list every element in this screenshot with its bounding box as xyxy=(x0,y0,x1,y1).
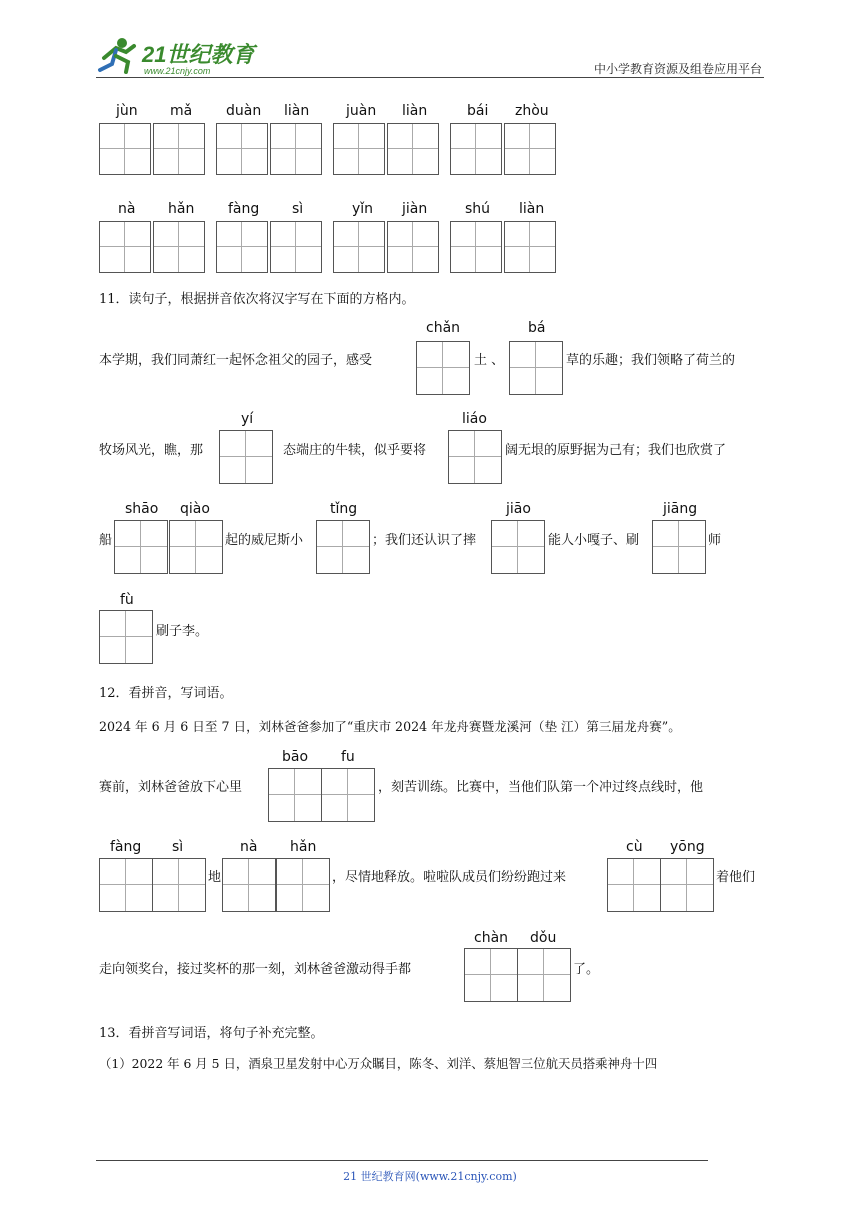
logo-title: 21世纪教育 xyxy=(142,42,255,67)
pinyin-label: nà xyxy=(118,201,136,217)
question-title: 13．看拼音写词语，将句子补充完整。 xyxy=(99,1026,324,1041)
writing-box[interactable] xyxy=(99,858,153,912)
sentence-text: ，尽情地释放。啦啦队成员们纷纷跑过来 xyxy=(332,870,567,885)
writing-box[interactable] xyxy=(268,768,322,822)
pinyin-label: fu xyxy=(341,749,355,765)
pinyin-label: yōng xyxy=(670,839,705,855)
writing-box[interactable] xyxy=(652,520,706,574)
pinyin-label: yí xyxy=(241,411,254,427)
runner-logo-icon xyxy=(94,36,264,76)
sentence-text: 走向领奖台，接过奖杯的那一刻，刘林爸爸激动得手都 xyxy=(99,962,412,977)
writing-box[interactable] xyxy=(219,430,273,484)
writing-box[interactable] xyxy=(464,948,518,1002)
writing-box[interactable] xyxy=(607,858,661,912)
pinyin-label: jùn xyxy=(116,103,138,119)
pinyin-label: duàn xyxy=(226,103,262,119)
writing-box[interactable] xyxy=(509,341,563,395)
sentence-text: 阔无垠的原野据为己有；我们也欣赏了 xyxy=(505,443,727,458)
pinyin-label: chǎn xyxy=(426,320,461,336)
pinyin-label: yǐn xyxy=(352,201,374,217)
sentence-text: 草的乐趣；我们领略了荷兰的 xyxy=(566,353,736,368)
question-title: 11．读句子，根据拼音依次将汉字写在下面的方格内。 xyxy=(99,292,415,307)
writing-box[interactable] xyxy=(448,430,502,484)
pinyin-label: fàng xyxy=(228,201,260,217)
sentence-text: 起的威尼斯小 xyxy=(225,533,304,548)
sentence-text: 刷子李。 xyxy=(156,624,209,639)
sentence-text: 了。 xyxy=(573,962,600,977)
sentence-text: 态端庄的牛犊，似乎要将 xyxy=(283,443,427,458)
pinyin-label: tǐng xyxy=(330,501,358,517)
sentence-text: 牧场风光，瞧，那 xyxy=(99,443,204,458)
writing-box[interactable] xyxy=(321,768,375,822)
pinyin-label: liàn xyxy=(402,103,428,119)
writing-box[interactable] xyxy=(169,520,223,574)
pinyin-label: shāo xyxy=(125,501,159,517)
writing-box[interactable] xyxy=(491,520,545,574)
writing-box[interactable] xyxy=(270,123,322,175)
pinyin-label: jiàn xyxy=(402,201,428,217)
logo-url: www.21cnjy.com xyxy=(144,66,211,76)
writing-box[interactable] xyxy=(99,123,151,175)
pinyin-label: jiāo xyxy=(506,501,531,517)
writing-box[interactable] xyxy=(387,221,439,273)
sentence-text: 能人小嘎子、刷 xyxy=(548,533,640,548)
pinyin-label: bāo xyxy=(282,749,309,765)
site-logo xyxy=(94,36,264,76)
pinyin-label: jiāng xyxy=(663,501,698,517)
sentence-text: 地 xyxy=(208,870,222,885)
header-divider xyxy=(96,77,764,78)
pinyin-label: juàn xyxy=(346,103,377,119)
pinyin-label: dǒu xyxy=(530,930,557,946)
writing-box[interactable] xyxy=(450,123,502,175)
writing-box[interactable] xyxy=(153,123,205,175)
pinyin-label: qiào xyxy=(180,501,210,517)
pinyin-label: fàng xyxy=(110,839,142,855)
writing-box[interactable] xyxy=(216,123,268,175)
writing-box[interactable] xyxy=(153,221,205,273)
writing-box[interactable] xyxy=(114,520,168,574)
sentence-text: 土 、 xyxy=(474,353,505,368)
pinyin-label: zhòu xyxy=(515,103,549,119)
writing-box[interactable] xyxy=(504,221,556,273)
pinyin-label: liáo xyxy=(462,411,487,427)
pinyin-label: fù xyxy=(120,592,134,608)
sentence-text: 本学期，我们同萧红一起怀念祖父的园子，感受 xyxy=(99,353,373,368)
header-platform-text: 中小学教育资源及组卷应用平台 xyxy=(593,62,762,76)
writing-box[interactable] xyxy=(333,221,385,273)
sentence-text: ；我们还认识了摔 xyxy=(372,533,477,548)
writing-box[interactable] xyxy=(316,520,370,574)
writing-box[interactable] xyxy=(216,221,268,273)
writing-box[interactable] xyxy=(333,123,385,175)
sentence-text: 赛前，刘林爸爸放下心里 xyxy=(99,780,243,795)
sentence-text: 2024 年 6 月 6 日至 7 日，刘林爸爸参加了“重庆市 2024 年龙舟赛暨龙溪河（垫 江）第三届龙舟赛”。 xyxy=(99,719,681,734)
pinyin-label: bá xyxy=(528,320,546,336)
pinyin-label: shú xyxy=(465,201,491,217)
writing-box[interactable] xyxy=(276,858,330,912)
writing-box[interactable] xyxy=(270,221,322,273)
pinyin-label: liàn xyxy=(284,103,310,119)
pinyin-label: hǎn xyxy=(290,839,317,855)
writing-box[interactable] xyxy=(504,123,556,175)
pinyin-label: hǎn xyxy=(168,201,195,217)
writing-box[interactable] xyxy=(99,221,151,273)
writing-box[interactable] xyxy=(416,341,470,395)
sentence-text: 船 xyxy=(99,533,113,548)
sentence-text: ，刻苦训练。比赛中，当他们队第一个冲过终点线时，他 xyxy=(378,780,704,795)
pinyin-label: mǎ xyxy=(170,103,193,119)
footer-divider xyxy=(96,1160,708,1161)
sentence-text: （1）2022 年 6 月 5 日，酒泉卫星发射中心万众瞩目，陈冬、刘洋、蔡旭智三位航天员搭乘神舟十四 xyxy=(99,1056,658,1071)
pinyin-label: sì xyxy=(172,839,184,855)
writing-box[interactable] xyxy=(660,858,714,912)
pinyin-label: bái xyxy=(467,103,489,119)
pinyin-label: liàn xyxy=(519,201,545,217)
writing-box[interactable] xyxy=(450,221,502,273)
footer-link[interactable]: 21 世纪教育网(www.21cnjy.com) xyxy=(343,1170,517,1183)
pinyin-label: chàn xyxy=(474,930,509,946)
sentence-text: 着他们 xyxy=(716,870,756,885)
pinyin-label: nà xyxy=(240,839,258,855)
writing-box[interactable] xyxy=(152,858,206,912)
pinyin-label: cù xyxy=(626,839,643,855)
pinyin-label: sì xyxy=(292,201,304,217)
writing-box[interactable] xyxy=(517,948,571,1002)
question-title: 12．看拼音，写词语。 xyxy=(99,686,233,701)
sentence-text: 师 xyxy=(708,533,722,548)
writing-box[interactable] xyxy=(99,610,153,664)
writing-box[interactable] xyxy=(387,123,439,175)
writing-box[interactable] xyxy=(222,858,276,912)
